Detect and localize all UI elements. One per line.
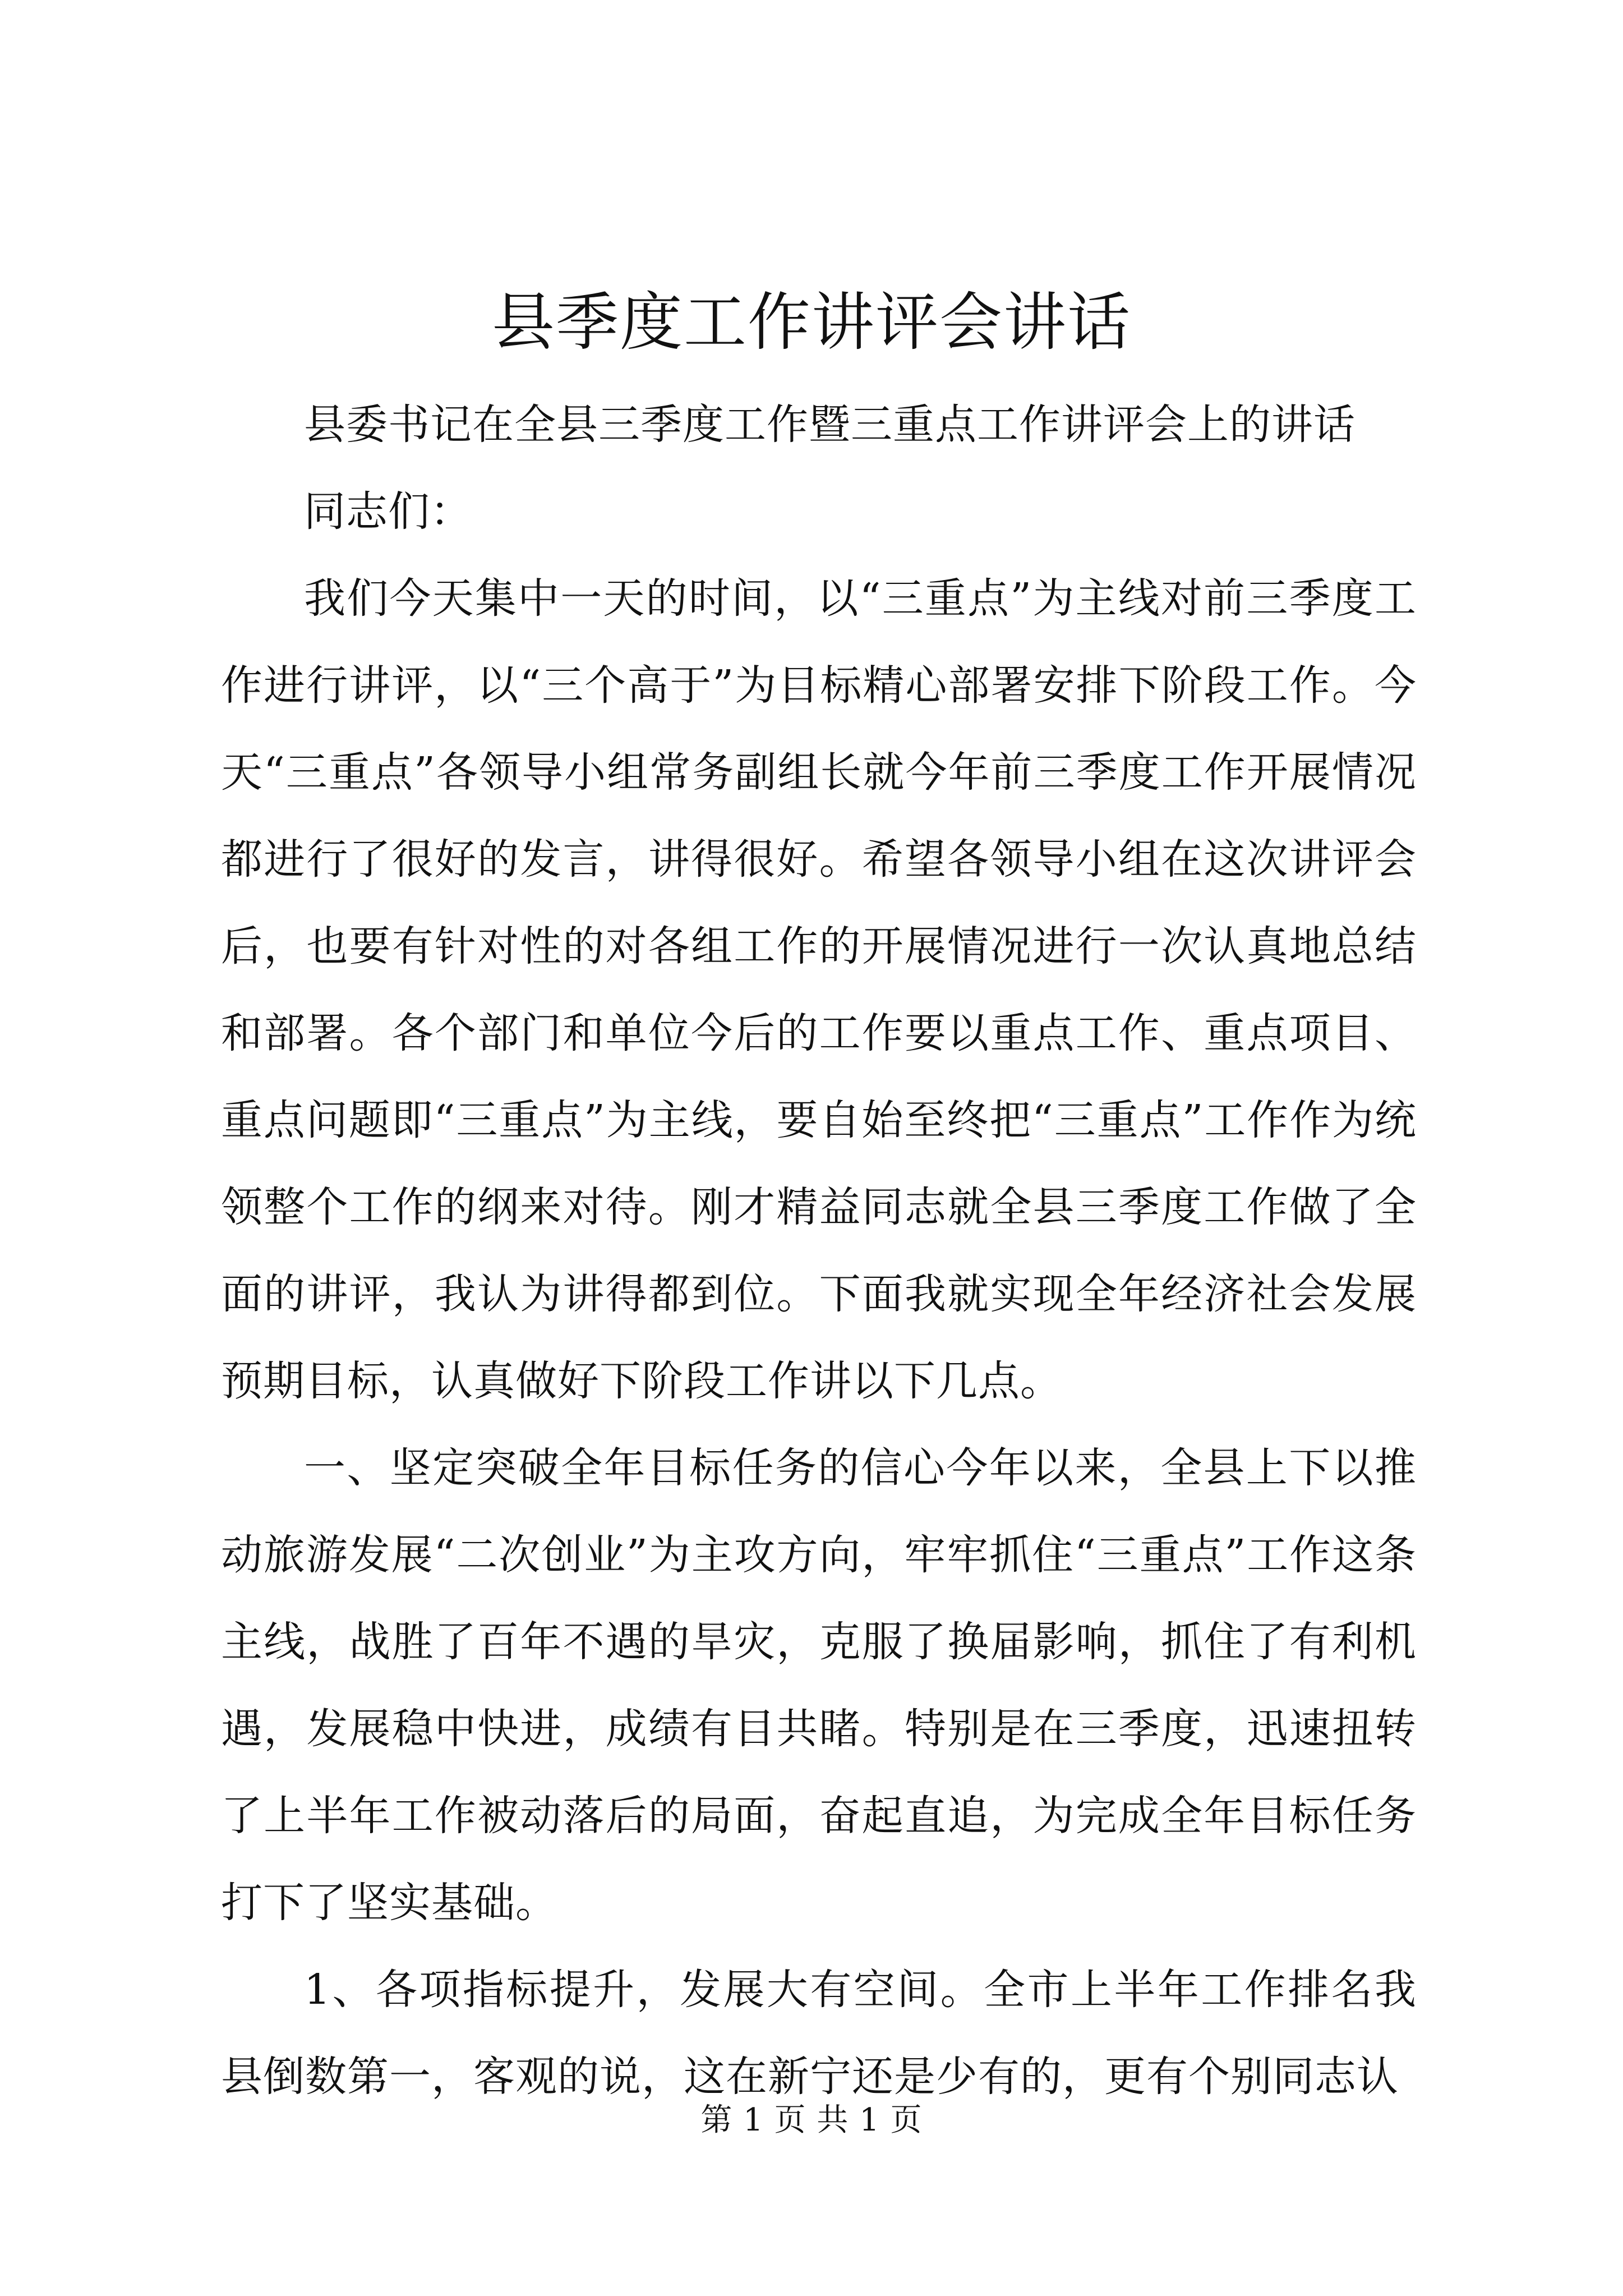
salutation: 同志们：	[304, 487, 472, 536]
paragraph: 我们今天集中一天的时间，以“三重点”为主线对前三季度工作进行讲评，以“三个高于”为目标精心部署安排下阶段工作。今天“三重点”各领导小组常务副组长就今年前三季度工作开展情况都进行了很好的发言，讲得很好。希望各领导小组在这次讲评会后，也要有针对性的对各组工作的开展情况进行一次认真地总结和部署。各个部门和单位今后的工作要以重点工作、重点项目、重点问题即“三重点”为主线，要自始至终把“三重点”工作作为统领整个工作的纲来对待。刚才精益同志就全县三季度工作做了全面的讲评，我认为讲得都到位。下面我就实现全年经济社会发展预期目标，认真做好下阶段工作讲以下几点。	[221, 574, 1417, 1405]
speech-subtitle: 县委书记在全县三季度工作暨三重点工作讲评会上的讲话	[304, 401, 1355, 449]
document-title: 县季度工作讲评会讲话	[492, 286, 1131, 359]
paragraph: 1、各项指标提升，发展大有空间。全市上半年工作排名我县倒数第一，客观的说，这在新宁还是少有的，更有个别同志认	[221, 1966, 1417, 2101]
paragraph: 一、坚定突破全年目标任务的信心今年以来，全县上下以推动旅游发展“二次创业”为主攻方向，牢牢抓住“三重点”工作这条主线，战胜了百年不遇的旱灾，克服了换届影响，抓住了有利机遇，发展稳中快进，成绩有目共睹。特别是在三季度，迅速扭转了上半年工作被动落后的局面，奋起直追，为完成全年目标任务打下了坚实基础。	[221, 1444, 1417, 1927]
document-body	[221, 381, 1417, 2120]
page-footer: 第 1 页 共 1 页	[700, 2102, 923, 2138]
